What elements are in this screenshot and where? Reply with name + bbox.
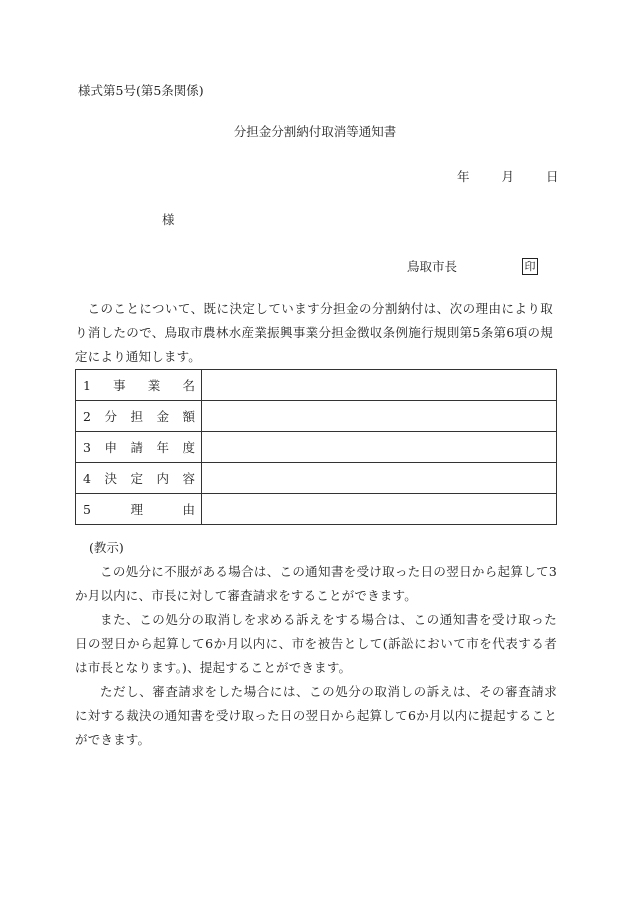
form-number: 様式第5号(第5条関係) <box>78 83 204 98</box>
date-line <box>457 169 559 185</box>
row-label-char: 由 <box>182 502 195 517</box>
row-value[interactable] <box>202 370 557 401</box>
row-label-char: 2 <box>83 408 91 424</box>
row-value[interactable] <box>202 494 557 525</box>
date-year: 年 <box>457 169 470 184</box>
details-table <box>75 369 557 525</box>
row-label-char: 申 <box>104 440 117 455</box>
date-day: 日 <box>546 169 559 184</box>
row-label-char: 4 <box>83 470 91 486</box>
row-label-char: 業 <box>147 378 161 393</box>
row-label <box>76 370 202 401</box>
addressee-suffix: 様 <box>162 212 175 227</box>
row-label-char: 分 <box>104 409 117 424</box>
row-value[interactable] <box>202 463 557 494</box>
row-label-char: 容 <box>182 471 195 486</box>
date-month: 月 <box>501 169 515 184</box>
row-label-char: 3 <box>83 439 91 455</box>
notice-paragraph: ただし、審査請求をした場合には、この処分の取消しの訴えは、その審査請求に対する裁決の通知書を受け取った日の翌日から起算して6か月以内に提起することができます。 <box>75 684 557 747</box>
row-label-char: 内 <box>156 471 169 486</box>
row-label-char: 5 <box>83 501 91 517</box>
row-label <box>76 401 202 432</box>
row-label-char: 担 <box>130 409 143 424</box>
document-title: 分担金分割納付取消等通知書 <box>233 124 397 139</box>
row-label <box>76 494 202 525</box>
row-label-char: 理 <box>130 502 143 517</box>
notice-paragraph: また、この処分の取消しを求める訴えをする場合は、この通知書を受け取った日の翌日から起算して6か月以内に、市を被告として(訴訟において市を代表する者は市長となります。)、提起することができます。 <box>75 612 557 675</box>
seal-mark: 印 <box>522 258 538 275</box>
row-label-char: 金 <box>156 409 169 424</box>
row-label-char: 度 <box>182 440 195 455</box>
body-text: このことについて、既に決定しています分担金の分割納付は、次の理由により取り消したので、鳥取市農林水産業振興事業分担金徴収条例施行規則第5条第6項の規定により通知します。 <box>75 301 553 364</box>
row-label-char: 額 <box>182 409 195 424</box>
row-label <box>76 432 202 463</box>
row-label <box>76 463 202 494</box>
table-row <box>76 370 557 401</box>
row-label-char: 年 <box>156 440 169 455</box>
table-row <box>76 463 557 494</box>
table-row <box>76 432 557 463</box>
notice-heading: (教示) <box>89 540 124 555</box>
notice-section <box>75 536 557 752</box>
row-label-char: 請 <box>130 440 143 455</box>
row-label-char: 定 <box>130 471 143 486</box>
notice-paragraph: この処分に不服がある場合は、この通知書を受け取った日の翌日から起算して3か月以内に、市長に対して審査請求をすることができます。 <box>75 564 557 603</box>
row-value[interactable] <box>202 401 557 432</box>
issuer-name: 鳥取市長 <box>407 259 458 274</box>
table-row <box>76 494 557 525</box>
row-label-char: 決 <box>104 471 117 486</box>
row-value[interactable] <box>202 432 557 463</box>
row-label-char: 1 <box>83 377 91 393</box>
row-label-char: 事 <box>113 378 126 393</box>
table-row <box>76 401 557 432</box>
row-label-char: 名 <box>182 378 195 393</box>
